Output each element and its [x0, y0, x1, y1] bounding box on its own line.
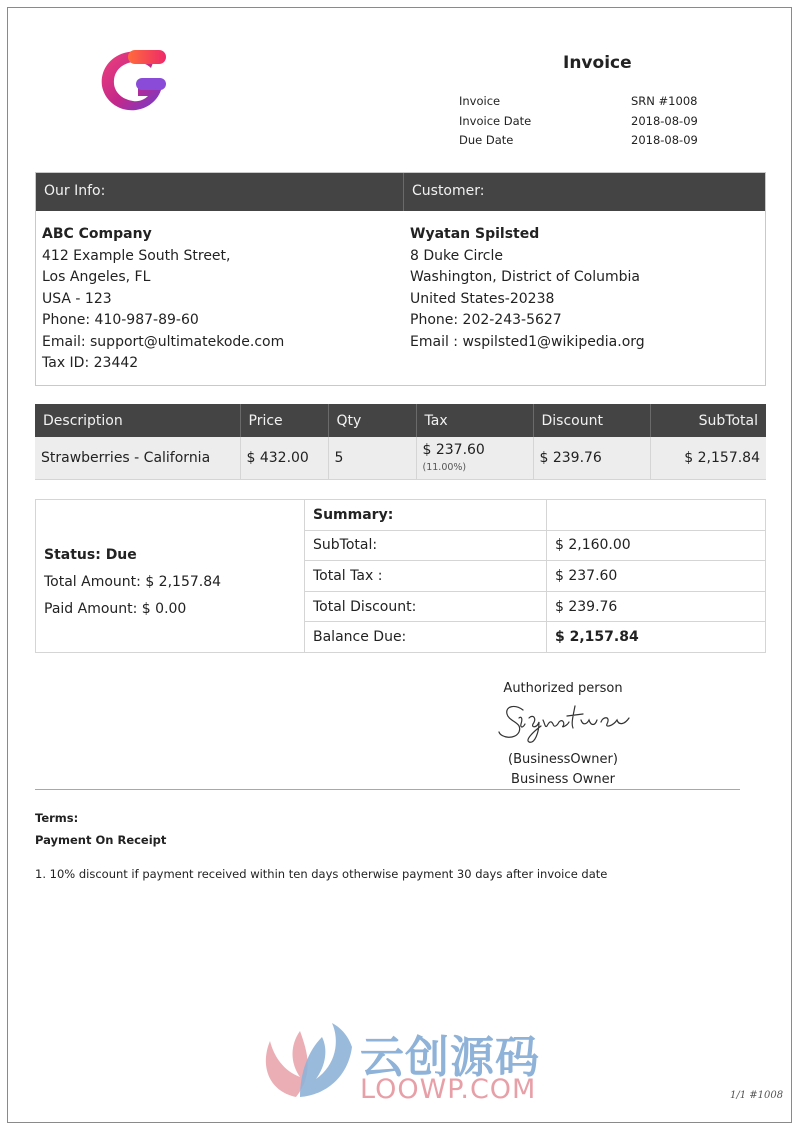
company-line: Los Angeles, FL: [42, 269, 151, 285]
balance-due-value: $ 2,157.84: [547, 622, 766, 653]
company-line: Phone: 410-987-89-60: [42, 312, 199, 328]
customer-line: Phone: 202-243-5627: [410, 312, 562, 328]
summary-heading: Summary:: [305, 500, 547, 531]
summary-label: Total Discount:: [305, 591, 547, 622]
our-info: [36, 224, 404, 375]
meta-value: 2018-08-09: [631, 133, 698, 147]
meta-value: SRN #1008: [631, 94, 698, 108]
business-owner-title: Business Owner: [511, 771, 615, 787]
meta-value: 2018-08-09: [631, 113, 698, 128]
customer-line: Email : wspilsted1@wikipedia.org: [410, 333, 645, 350]
meta-label: Invoice Date: [459, 113, 532, 128]
summary-heading-blank: [547, 500, 766, 531]
col-header-tax: Tax: [416, 404, 533, 437]
company-line: Email: support@ultimatekode.com: [42, 333, 285, 350]
summary-heading-row: [305, 500, 766, 531]
summary-label: Total Tax :: [305, 561, 547, 592]
customer-name: Wyatan Spilsted: [410, 226, 540, 242]
terms-subheading: Payment On Receipt: [35, 833, 167, 847]
watermark-english: LOOWP.COM: [360, 1074, 537, 1105]
summary-value: $ 2,160.00: [547, 530, 766, 561]
company-line: Tax ID: 23442: [42, 355, 139, 371]
terms-text: 1. 10% discount if payment received within ten days otherwise payment 30 days after invoice date: [35, 867, 608, 881]
meta-row-invoice: [459, 92, 711, 112]
business-owner-role: (BusinessOwner): [508, 752, 618, 767]
customer-line: Washington, District of Columbia: [410, 269, 640, 285]
items-table: [35, 404, 766, 480]
col-header-subtotal: SubTotal: [650, 404, 766, 437]
info-body: [36, 211, 765, 375]
meta-label: Due Date: [459, 133, 514, 147]
status-box: [35, 499, 305, 653]
col-header-qty: Qty: [328, 404, 416, 437]
item-discount: $ 239.76: [533, 437, 650, 479]
terms-heading: Terms:: [35, 811, 79, 825]
total-amount: Total Amount: $ 2,157.84: [44, 574, 222, 590]
company-name: ABC Company: [42, 226, 152, 242]
item-description: Strawberries - California: [35, 437, 240, 479]
summary-value: $ 239.76: [547, 591, 766, 622]
summary-label: Balance Due:: [305, 622, 547, 653]
info-header: [36, 173, 765, 211]
authorized-person-label: Authorized person: [503, 681, 623, 696]
invoice-title: Invoice: [563, 53, 632, 73]
summary-row: [305, 591, 766, 622]
info-box: [35, 172, 766, 386]
leaf-logo-icon: [256, 1017, 356, 1103]
meta-row-invoice-date: [459, 112, 711, 132]
watermark-chinese: 云创源码: [360, 1032, 540, 1083]
invoice-meta: [459, 92, 711, 151]
invoice-page: [7, 7, 792, 1123]
summary-value: $ 237.60: [547, 561, 766, 592]
signature-image: [493, 698, 638, 746]
g-logo-icon: [98, 48, 168, 112]
col-header-discount: Discount: [533, 404, 650, 437]
divider: [35, 789, 740, 790]
item-tax: $ 237.60: [422, 441, 485, 458]
meta-row-due-date: [459, 131, 711, 151]
our-info-heading: Our Info:: [36, 173, 404, 211]
customer-info: [404, 224, 645, 375]
item-price: $ 432.00: [240, 437, 328, 479]
col-header-price: Price: [240, 404, 328, 437]
summary-table: [304, 499, 766, 653]
summary-label: SubTotal:: [305, 530, 547, 561]
items-header-row: [35, 404, 766, 437]
page-number: 1/1 #1008: [730, 1090, 784, 1101]
customer-heading: Customer:: [412, 183, 485, 199]
company-line: USA - 123: [42, 290, 112, 307]
summary-row: [305, 561, 766, 592]
customer-line: United States-20238: [410, 290, 555, 307]
item-tax-cell: [416, 437, 533, 479]
item-tax-percent: (11.00%): [422, 461, 467, 473]
paid-amount: Paid Amount: $ 0.00: [44, 601, 187, 617]
customer-line: 8 Duke Circle: [410, 247, 503, 264]
meta-label: Invoice: [459, 94, 501, 108]
status-label: Status: Due: [44, 547, 137, 563]
item-qty: 5: [328, 437, 416, 479]
col-header-description: Description: [35, 404, 240, 437]
summary-row: [305, 622, 766, 653]
signature-role: [468, 750, 658, 789]
company-line: 412 Example South Street,: [42, 247, 231, 264]
summary-row: [305, 530, 766, 561]
item-subtotal: $ 2,157.84: [650, 437, 766, 479]
table-row: [35, 437, 766, 479]
